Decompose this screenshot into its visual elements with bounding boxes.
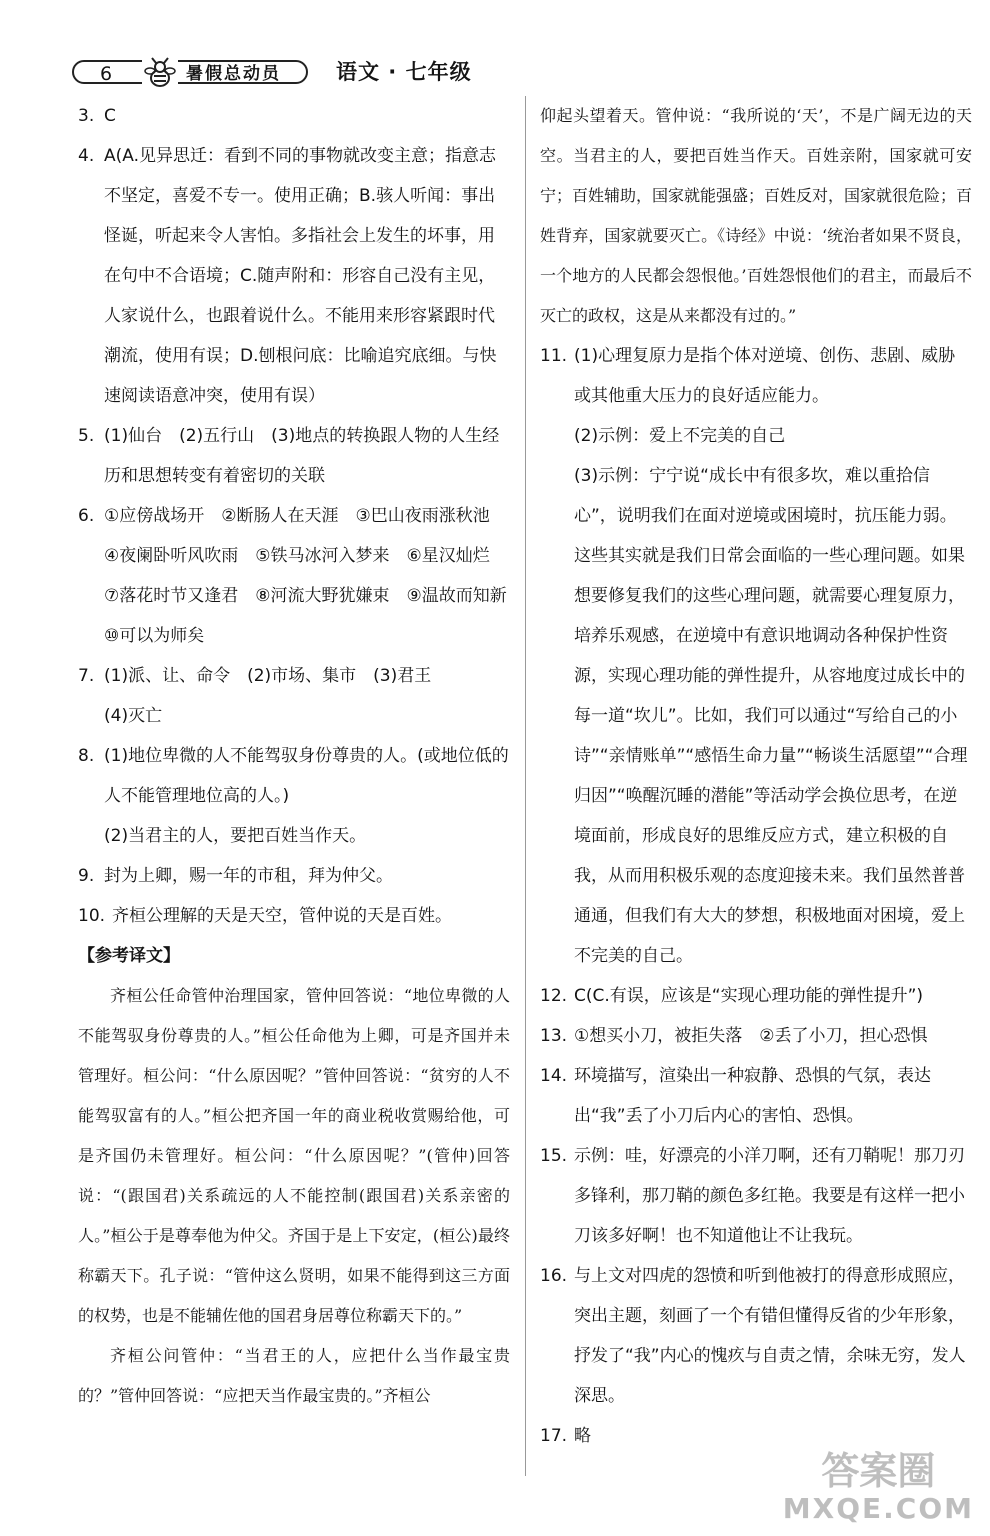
item-text: (1)仙台 (2)五行山 (3)地点的转换跟人物的人生经历和思想转变有着密切的关联: [104, 426, 500, 486]
item-text: 略: [574, 1426, 591, 1446]
item-number: 3.: [78, 106, 95, 126]
left-column: [78, 96, 524, 1416]
item-text: (2)示例：爱上不完美的自己: [574, 426, 786, 446]
item-number: 9.: [78, 866, 95, 886]
item-number: 16.: [540, 1266, 568, 1286]
answer-item: [540, 1016, 972, 1056]
item-text: (1)地位卑微的人不能驾驭身份尊贵的人。(或地位低的人不能管理地位高的人。): [104, 746, 509, 806]
answer-item: [78, 856, 510, 896]
answer-item: [78, 136, 510, 416]
item-text: C(C.有误，应该是“实现心理功能的弹性提升”): [574, 986, 924, 1006]
item-text: ①应傍战场开 ②断肠人在天涯 ③巴山夜雨涨秋池 ④夜阑卧听风吹雨 ⑤铁马冰河入梦来 ⑥星汉灿烂 ⑦落花时节又逢君 ⑧河流大野犹嫌束 ⑨温故而知新 ⑩可以为师矣: [104, 506, 524, 646]
item-text: 封为上卿，赐一年的市租，拜为仲父。: [104, 866, 393, 886]
item-text: (4)灭亡: [104, 706, 163, 726]
item-text: 示例：哇，好漂亮的小洋刀啊，还有刀鞘呢！那刀刃多锋利，那刀鞘的颜色多红艳。我要是有这样一把小刀该多好啊！也不知道他让不让我玩。: [574, 1146, 965, 1246]
item-number: 10.: [78, 906, 106, 926]
header-pill: [72, 60, 308, 84]
item-text: 环境描写，渲染出一种寂静、恐惧的气氛，表达出“我”丢了小刀后内心的害怕、恐惧。: [574, 1066, 931, 1126]
item-number: 7.: [78, 666, 95, 686]
item-number: 11.: [540, 346, 568, 366]
translation-paragraph: 齐桓公问管仲：“当君王的人，应把什么当作最宝贵的？”管仲回答说：“应把天当作最宝贵的。”齐桓公: [78, 1346, 510, 1405]
item-number: 4.: [78, 146, 95, 166]
reference-translation-continued: [540, 96, 972, 336]
page-header: [72, 58, 492, 88]
item-number: 8.: [78, 746, 95, 766]
bee-mascot-icon: [142, 56, 178, 92]
item-text: (2)当君主的人，要把百姓当作天。: [104, 826, 367, 846]
item-text: A(A.见异思迁：看到不同的事物就改变主意；指意志不坚定，喜爱不专一。使用正确；B.骇人听闻：事出怪诞，听起来令人害怕。多指社会上发生的坏事，用在句中不合语境；C.随声附和：形容自己没有主见，人家说什么，也跟着说什么。不能用来形容紧跟时代潮流，使用有误；D.刨根问底：比喻追究底细。与快速阅读语意冲突，使用有误）: [104, 146, 497, 406]
answer-item: [78, 896, 510, 936]
answer-item: [540, 976, 972, 1016]
item-text: 与上文对四虎的怨愤和听到他被打的得意形成照应，突出主题，刻画了一个有错但懂得反省的少年形象，抒发了“我”内心的愧疚与自责之情，余味无穷，发人深思。: [574, 1266, 966, 1406]
item-number: 13.: [540, 1026, 568, 1046]
item-number: 15.: [540, 1146, 568, 1166]
page-number: 6: [100, 63, 113, 85]
item-number: 14.: [540, 1066, 568, 1086]
answer-item: [78, 656, 510, 736]
brand-title: 暑假总动员: [186, 64, 281, 84]
item-text: (1)心理复原力是指个体对逆境、创伤、悲剧、威胁或其他重大压力的良好适应能力。: [574, 346, 956, 406]
item-text: C: [104, 106, 116, 126]
answer-item: [540, 336, 972, 976]
answer-item: [78, 736, 510, 856]
answer-item: [78, 96, 510, 136]
answer-item: [78, 416, 510, 496]
item-text: (1)派、让、命令 (2)市场、集市 (3)君王: [104, 666, 432, 686]
translation-paragraph: 仰起头望着天。管仲说：“我所说的‘天’，不是广阔无边的天空。当君主的人，要把百姓当作天。百姓亲附，国家就可安宁；百姓辅助，国家就能强盛；百姓反对，国家就很危险；百姓背弃，国家就要灭亡。《诗经》中说：‘统治者如果不贤良，一个地方的人民都会怨恨他。’百姓怨恨他们的君主，而最后不灭亡的政权，这是从来都没有过的。”: [540, 106, 973, 325]
column-divider: [525, 96, 526, 1476]
watermark-logo: [782, 1449, 974, 1528]
item-number: 6.: [78, 506, 95, 526]
answer-item: [78, 496, 524, 656]
reference-translation: [78, 976, 510, 1416]
right-column: [540, 96, 972, 1456]
item-number: 12.: [540, 986, 568, 1006]
answer-item: [540, 1256, 972, 1416]
item-number: 17.: [540, 1426, 568, 1446]
translation-paragraph: 齐桓公任命管仲治理国家，管仲回答说：“地位卑微的人不能驾驭身份尊贵的人。”桓公任命他为上卿，可是齐国并未管理好。桓公问：“什么原因呢？”管仲回答说：“贫穷的人不能驾驭富有的人。”桓公把齐国一年的商业税收赏赐给他，可是齐国仍未管理好。桓公问：“什么原因呢？”(管仲)回答说：“(跟国君)关系疏远的人不能控制(跟国君)关系亲密的人。”桓公于是尊奉他为仲父。齐国于是上下安定，(桓公)最终称霸天下。孔子说：“管仲这么贤明，如果不能得到这三方面的权势，也是不能辅佐他的国君身居尊位称霸天下的。”: [78, 986, 510, 1325]
item-text: (3)示例：宁宁说“成长中有很多坎，难以重拾信心”，说明我们在面对逆境或困境时，抗压能力弱。这些其实就是我们日常会面临的一些心理问题。如果想要修复我们的这些心理问题，就需要心理复原力，培养乐观感，在逆境中有意识地调动各种保护性资源，实现心理功能的弹性提升，从容地度过成长中的每一道“坎儿”。比如，我们可以通过“写给自己的小诗”“亲情账单”“感悟生命力量”“畅谈生活愿望”“合理归因”“唤醒沉睡的潜能”等活动学会换位思考，在逆境面前，形成良好的思维反应方式，建立积极的自我，从而用积极乐观的态度迎接未来。我们虽然普普通通，但我们有大大的梦想，积极地面对困境，爱上不完美的自己。: [574, 466, 968, 966]
item-text: ①想买小刀，被拒失落 ②丢了小刀，担心恐惧: [574, 1026, 928, 1046]
item-text: 齐桓公理解的天是天空，管仲说的天是百姓。: [112, 906, 452, 926]
subject-title: 语文 · 七年级: [336, 60, 472, 84]
answer-item: [540, 1056, 972, 1136]
item-number: 5.: [78, 426, 95, 446]
answer-item: [540, 1136, 972, 1256]
watermark-text: 答案圈: [821, 1449, 936, 1493]
watermark-url: MXQE.COM: [782, 1492, 974, 1525]
reference-translation-tag: 【参考译文】: [78, 946, 180, 966]
